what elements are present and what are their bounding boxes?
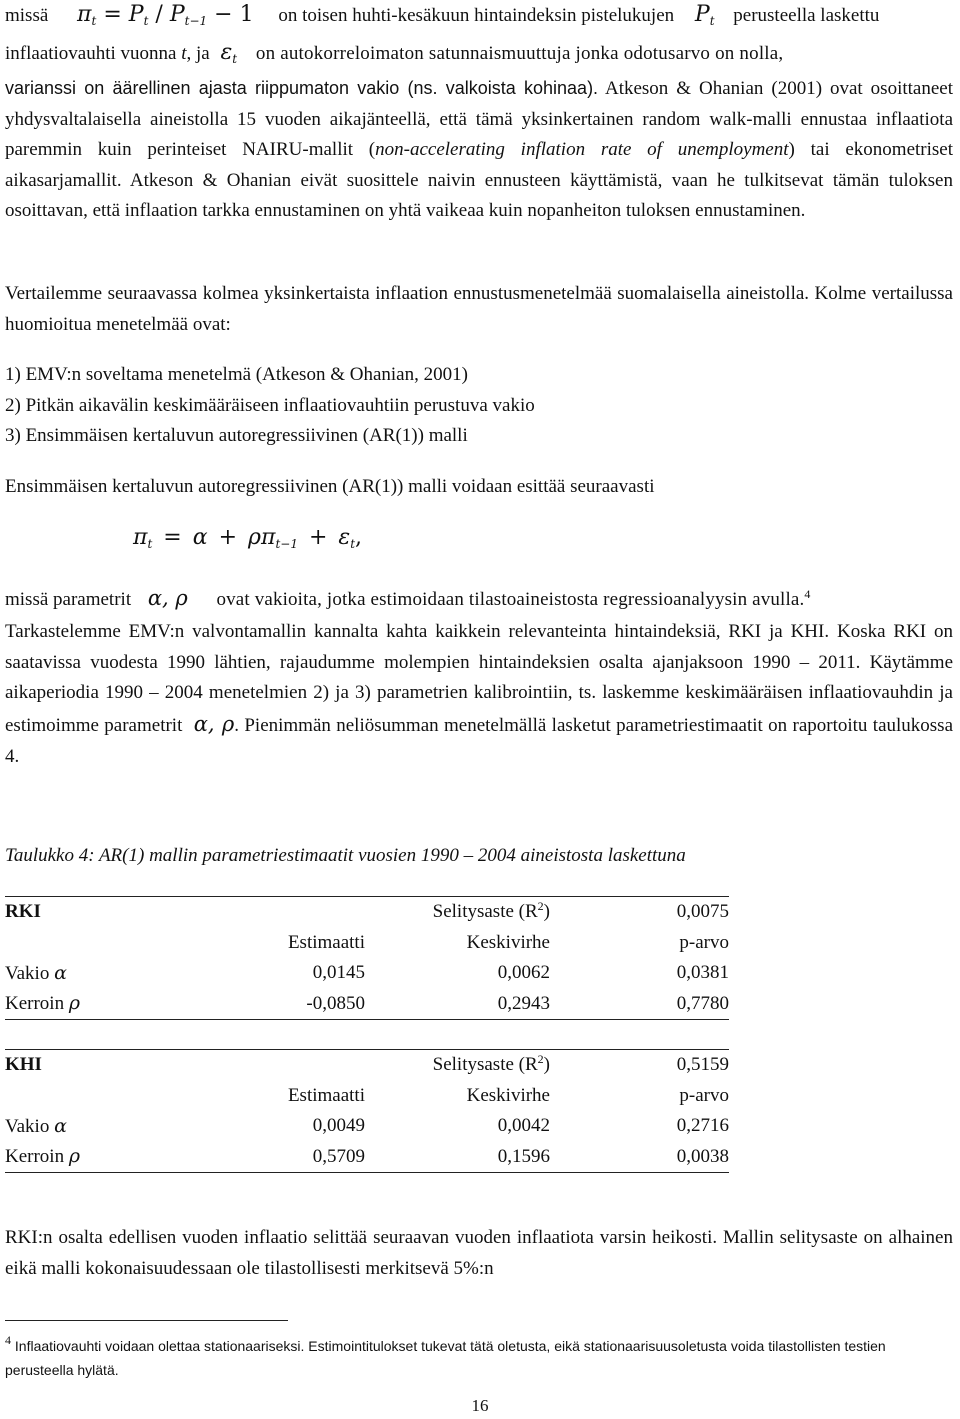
text-line-2: inflaatiovauhti vuonna t, ja $\varepsilon_t$ on autokorreloimaton satunnaismuuttuja jonka odotusarvo on nolla, <box>5 40 784 66</box>
table-row: Kerroin ρ -0,0850 0,2943 0,7780 <box>5 989 729 1020</box>
paragraph-2: Vertailemme seuraavassa kolmea yksinkertaista inflaation ennustusmenetelmää suomalaisella aineistolla. Kolme vertailussa huomioitua menetelmää ovat: <box>5 283 953 335</box>
text-line-1: missä $\pi_t = P_t / P_{t-1} - 1$ on toisen huhti-kesäkuun hintaindeksin pistelukujen $P_t$ perusteella laskettu <box>5 2 880 28</box>
paragraph-3: Ensimmäisen kertaluvun autoregressiivinen (AR(1)) malli voidaan esittää seuraavasti <box>5 476 655 497</box>
table-row: Vakio α 0,0145 0,0062 0,0381 <box>5 961 729 984</box>
list-item-3: 3) Ensimmäisen kertaluvun autoregressiivinen (AR(1)) malli <box>5 425 468 446</box>
equation-ar1: $\pi_t = \alpha + \rho\pi_{t-1} + \varepsilon_t$, <box>133 525 363 551</box>
table-row: Vakio α 0,0049 0,0042 0,2716 <box>5 1114 729 1137</box>
table-row: Estimaatti Keskivirhe p-arvo <box>287 931 729 953</box>
paragraph-5: RKI:n osalta edellisen vuoden inflaatio selittää seuraavan vuoden inflaatiota varsin heikosti. Mallin selitysaste on alhainen eikä malli kokonaisuudessaan ole tilastollisesti merkitsevä 5%:n <box>5 1227 953 1279</box>
table-khi <box>5 1049 729 1173</box>
paragraph-4: Tarkastelemme EMV:n valvontamallin kannalta kahta kaikkein relevanteinta hintaindeksiä, RKI ja KHI. Koska RKI on saatavissa vuodesta 1990 lähtien, rajaudumme molempien hintaindeksien osalta ajanjaksoon 1990 – 2011. Käytämme aikaperiodia 1990 – 2004 menetelmien 2) ja 3) parametrien kalibrointiin, ts. laskemme keskimääräisen inflaatiovauhdin ja estimoimme parametrit α, ρ. Pienimmän neliösumman menetelmällä lasketut parametriestimaatit on raportoitu taulukossa 4. <box>5 621 953 767</box>
list-item-2: 2) Pitkän aikavälin keskimääräiseen inflaatiovauhtiin perustuva vakio <box>5 395 535 416</box>
list-item-1: 1) EMV:n soveltama menetelmä (Atkeson & Ohanian, 2001) <box>5 364 468 385</box>
table-row: RKI Selitysaste $(R^2)$ 0,0075 <box>5 897 729 928</box>
paragraph-1: varianssi on äärellinen ajasta riippumaton vakio (ns. valkoista kohinaa). Atkeson & Ohanian (2001) ovat osoittaneet yhdysvaltalaisella aineistolla 15 vuoden aikajänteellä, että tämä yksinkertainen random walk-malli ennustaa inflaatiota paremmin kuin perinteiset NAIRU-mallit (non-accelerating inflation rate of unemployment) tai ekonometriset aikasarjamallit. Atkeson & Ohanian eivät suosittele naivin ennusteen käyttämistä, vaan he tulkitsevat tämän tuloksen osoittavan, että inflaation tarkka ennustaminen on yhtä vaikeaa kuin nopanheiton tuloksen ennustaminen. <box>5 78 953 221</box>
table-row: KHI Selitysaste $(R^2)$ 0,5159 <box>5 1050 729 1081</box>
paragraph-4-line-1: missä parametrit α, ρ ovat vakioita, jotka estimoidaan tilastoaineistosta regressioanalyysin avulla.$^4$ <box>5 586 811 610</box>
page-number: 16 <box>471 1396 489 1415</box>
table-row: Estimaatti Keskivirhe p-arvo <box>287 1084 729 1106</box>
formula-inline-1: $\pi_t = P_t / P_{t-1} - 1$ <box>77 2 254 28</box>
footnote-rule <box>5 1320 288 1321</box>
table-caption: Taulukko 4: AR(1) mallin parametriestimaatit vuosien 1990 – 2004 aineistosta laskettuna <box>5 845 686 866</box>
table-row: Kerroin ρ 0,5709 0,1596 0,0038 <box>5 1142 729 1173</box>
footnote: $^4$ Inflaatiovauhti voidaan olettaa stationaariseksi. Estimointitulokset tukevat tätä oletusta, eikä stationaarisuusoletusta voida tilastollisten testien perusteella hylätä. <box>5 1333 886 1378</box>
table-rki <box>5 896 729 1020</box>
